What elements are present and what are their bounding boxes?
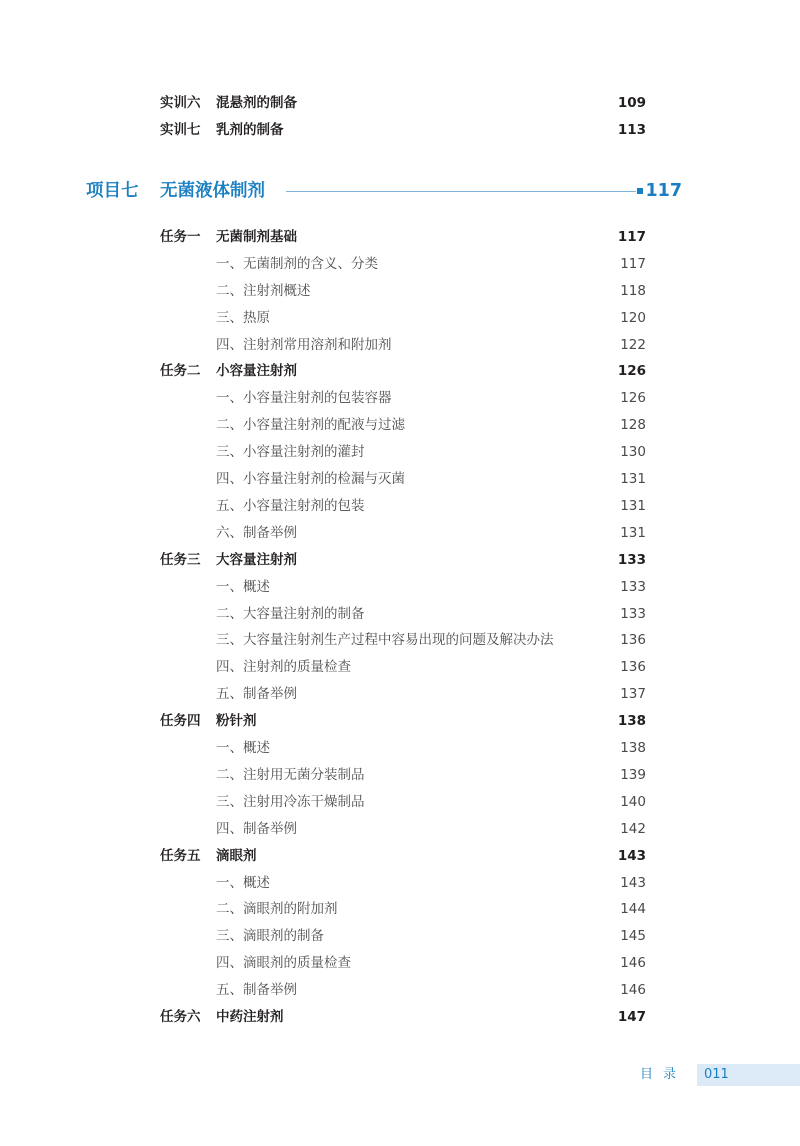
task-entry bbox=[0, 360, 800, 382]
section-page: 131 bbox=[620, 498, 646, 514]
section-title: 三、热原 bbox=[216, 310, 270, 326]
section-page: 118 bbox=[620, 283, 646, 299]
entry-title: 乳剂的制备 bbox=[216, 122, 284, 138]
entry-title: 混悬剂的制备 bbox=[216, 95, 297, 111]
task-title: 粉针剂 bbox=[216, 713, 257, 729]
section-title: 三、注射用冷冻干燥制品 bbox=[216, 794, 365, 810]
section-title: 二、滴眼剂的附加剂 bbox=[216, 901, 338, 917]
section-entry bbox=[0, 683, 800, 705]
section-entry bbox=[0, 468, 800, 490]
task-entry bbox=[0, 1006, 800, 1028]
section-entry bbox=[0, 925, 800, 947]
section-entry bbox=[0, 495, 800, 517]
section-title: 一、无菌制剂的含义、分类 bbox=[216, 256, 378, 272]
section-page: 133 bbox=[620, 606, 646, 622]
section-page: 131 bbox=[620, 525, 646, 541]
section-page: 145 bbox=[620, 928, 646, 944]
project-heading bbox=[0, 177, 800, 205]
section-title: 四、滴眼剂的质量检查 bbox=[216, 955, 351, 971]
project-label: 项目七 bbox=[86, 181, 139, 201]
section-entry bbox=[0, 737, 800, 759]
section-page: 139 bbox=[620, 767, 646, 783]
section-title: 三、小容量注射剂的灌封 bbox=[216, 444, 365, 460]
section-page: 142 bbox=[620, 821, 646, 837]
section-title: 一、概述 bbox=[216, 579, 270, 595]
section-page: 122 bbox=[620, 337, 646, 353]
task-entry bbox=[0, 226, 800, 248]
section-page: 146 bbox=[620, 955, 646, 971]
section-entry bbox=[0, 253, 800, 275]
section-title: 四、小容量注射剂的检漏与灭菌 bbox=[216, 471, 405, 487]
task-label: 任务五 bbox=[160, 848, 201, 864]
entry-label: 实训七 bbox=[160, 122, 201, 138]
task-page: 138 bbox=[617, 713, 646, 729]
task-title: 滴眼剂 bbox=[216, 848, 257, 864]
task-label: 任务六 bbox=[160, 1009, 201, 1025]
task-entry bbox=[0, 549, 800, 571]
task-page: 126 bbox=[617, 363, 646, 379]
section-page: 138 bbox=[620, 740, 646, 756]
section-page: 146 bbox=[620, 982, 646, 998]
training-entry bbox=[0, 119, 800, 141]
task-label: 任务四 bbox=[160, 713, 201, 729]
section-entry bbox=[0, 280, 800, 302]
entry-page: 109 bbox=[617, 95, 646, 111]
task-title: 中药注射剂 bbox=[216, 1009, 284, 1025]
section-title: 二、注射用无菌分装制品 bbox=[216, 767, 365, 783]
section-entry bbox=[0, 818, 800, 840]
task-title: 小容量注射剂 bbox=[216, 363, 297, 379]
section-entry bbox=[0, 872, 800, 894]
section-entry bbox=[0, 334, 800, 356]
task-label: 任务一 bbox=[160, 229, 201, 245]
section-title: 三、大容量注射剂生产过程中容易出现的问题及解决办法 bbox=[216, 632, 554, 648]
task-page: 117 bbox=[617, 229, 646, 245]
section-entry bbox=[0, 441, 800, 463]
section-page: 117 bbox=[620, 256, 646, 272]
footer-label: 目录 bbox=[640, 1067, 687, 1082]
task-page: 147 bbox=[617, 1009, 646, 1025]
section-title: 四、制备举例 bbox=[216, 821, 297, 837]
section-title: 二、注射剂概述 bbox=[216, 283, 311, 299]
section-page: 144 bbox=[620, 901, 646, 917]
task-title: 无菌制剂基础 bbox=[216, 229, 297, 245]
task-label: 任务二 bbox=[160, 363, 201, 379]
task-page: 133 bbox=[617, 552, 646, 568]
section-page: 136 bbox=[620, 659, 646, 675]
task-entry bbox=[0, 845, 800, 867]
task-page: 143 bbox=[617, 848, 646, 864]
section-page: 131 bbox=[620, 471, 646, 487]
section-title: 五、制备举例 bbox=[216, 686, 297, 702]
section-title: 六、制备举例 bbox=[216, 525, 297, 541]
section-page: 140 bbox=[620, 794, 646, 810]
section-page: 133 bbox=[620, 579, 646, 595]
section-title: 四、注射剂的质量检查 bbox=[216, 659, 351, 675]
section-entry bbox=[0, 387, 800, 409]
section-title: 五、小容量注射剂的包装 bbox=[216, 498, 365, 514]
section-title: 一、概述 bbox=[216, 740, 270, 756]
section-entry bbox=[0, 603, 800, 625]
task-entry bbox=[0, 710, 800, 732]
task-title: 大容量注射剂 bbox=[216, 552, 297, 568]
project-page: 117 bbox=[645, 181, 682, 201]
section-title: 一、小容量注射剂的包装容器 bbox=[216, 390, 392, 406]
section-page: 120 bbox=[620, 310, 646, 326]
leader-line bbox=[286, 191, 636, 192]
section-entry bbox=[0, 522, 800, 544]
section-entry bbox=[0, 764, 800, 786]
section-entry bbox=[0, 791, 800, 813]
section-entry bbox=[0, 307, 800, 329]
project-title: 无菌液体制剂 bbox=[160, 181, 265, 201]
section-title: 五、制备举例 bbox=[216, 982, 297, 998]
section-page: 136 bbox=[620, 632, 646, 648]
section-title: 二、大容量注射剂的制备 bbox=[216, 606, 365, 622]
section-page: 137 bbox=[620, 686, 646, 702]
section-entry bbox=[0, 979, 800, 1001]
section-title: 一、概述 bbox=[216, 875, 270, 891]
section-title: 四、注射剂常用溶剂和附加剂 bbox=[216, 337, 392, 353]
section-entry bbox=[0, 414, 800, 436]
section-title: 二、小容量注射剂的配液与过滤 bbox=[216, 417, 405, 433]
section-page: 130 bbox=[620, 444, 646, 460]
training-entry bbox=[0, 92, 800, 114]
entry-page: 113 bbox=[617, 122, 646, 138]
task-label: 任务三 bbox=[160, 552, 201, 568]
section-entry bbox=[0, 629, 800, 651]
section-entry bbox=[0, 898, 800, 920]
section-entry bbox=[0, 656, 800, 678]
section-page: 143 bbox=[620, 875, 646, 891]
section-page: 126 bbox=[620, 390, 646, 406]
section-page: 128 bbox=[620, 417, 646, 433]
section-entry bbox=[0, 952, 800, 974]
entry-label: 实训六 bbox=[160, 95, 201, 111]
section-title: 三、滴眼剂的制备 bbox=[216, 928, 324, 944]
section-entry bbox=[0, 576, 800, 598]
footer-page-number: 011 bbox=[704, 1067, 729, 1082]
